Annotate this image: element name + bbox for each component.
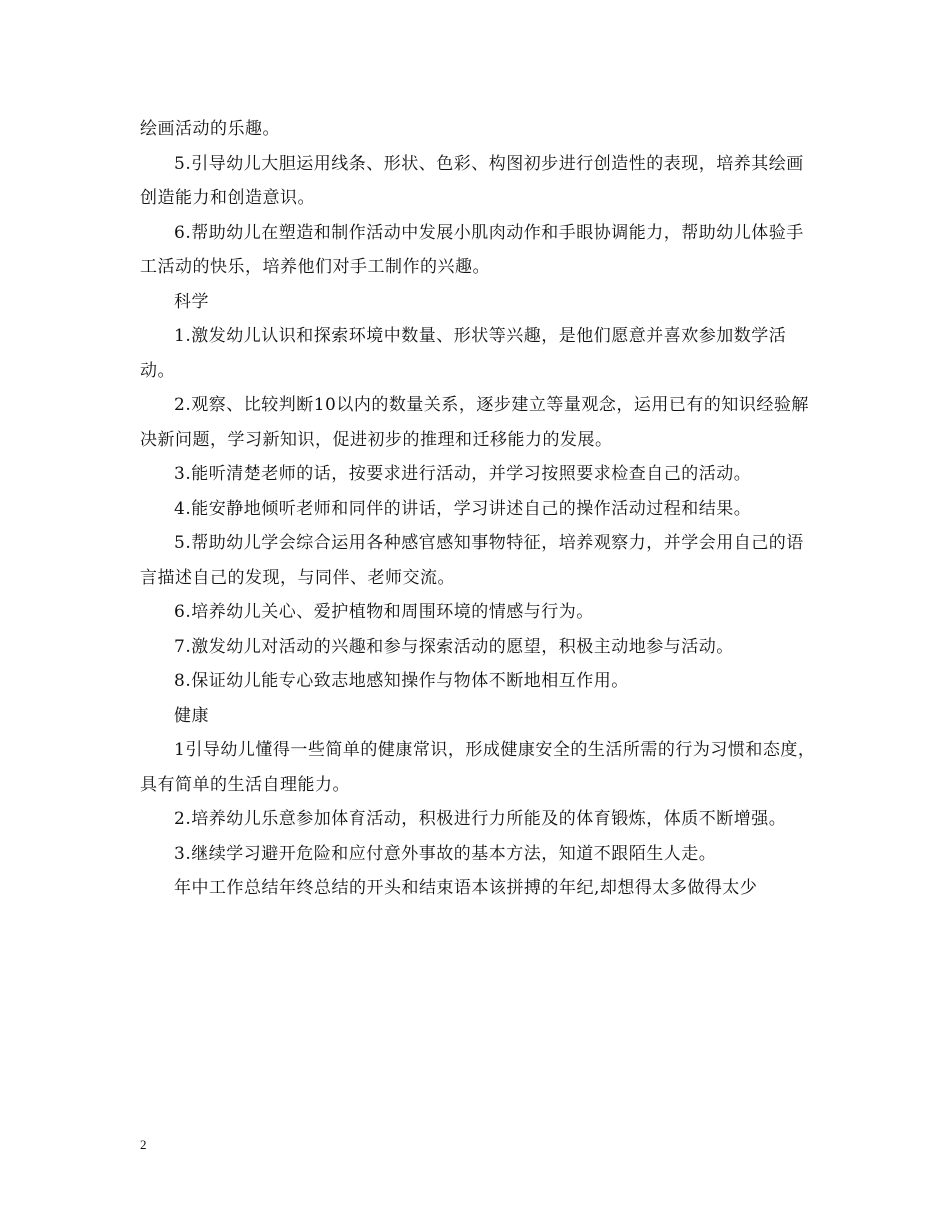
page-number: 2 <box>140 1137 147 1152</box>
paragraph-science-item-7: 7.激发幼儿对活动的兴趣和参与探索活动的愿望，积极主动地参与活动。 <box>174 636 734 657</box>
paragraph-closing-line: 年中工作总结年终总结的开头和结束语本该拼搏的年纪,却想得太多做得太少 <box>174 878 758 898</box>
paragraph-health-item-2: 2.培养幼儿乐意参加体育活动，积极进行力所能及的体育锻炼，体质不断增强。 <box>174 809 787 829</box>
paragraph-science-item-4: 4.能安静地倾听老师和同伴的讲话，学习讲述自己的操作活动过程和结果。 <box>174 498 752 519</box>
paragraph-art-item-6: 6.帮助幼儿在塑造和制作活动中发展小肌肉动作和手眼协调能力，帮助幼儿体验手工活动的快乐，培养他们对手工制作的兴趣。 <box>140 222 804 277</box>
paragraph-health-item-1: 1引导幼儿懂得一些简单的健康常识，形成健康安全的生活所需的行为习惯和态度，具有简单的生活自理能力。 <box>140 740 816 795</box>
section-heading-science: 科学 <box>174 291 209 312</box>
paragraph-science-item-6: 6.培养幼儿关心、爱护植物和周围环境的情感与行为。 <box>174 602 594 622</box>
paragraph-science-item-3: 3.能听清楚老师的话，按要求进行活动，并学习按照要求检查自己的活动。 <box>174 464 752 484</box>
paragraph-science-item-1: 1.激发幼儿认识和探索环境中数量、形状等兴趣，是他们愿意并喜欢参加数学活动。 <box>140 326 787 381</box>
paragraph-science-item-8: 8.保证幼儿能专心致志地感知操作与物体不断地相互作用。 <box>174 671 629 691</box>
section-heading-health: 健康 <box>174 705 209 726</box>
paragraph-continuation: 绘画活动的乐趣。 <box>140 119 280 139</box>
paragraph-art-item-5: 5.引导幼儿大胆运用线条、形状、色彩、构图初步进行创造性的表现，培养其绘画创造能力和创造意识。 <box>140 153 804 208</box>
paragraph-health-item-3: 3.继续学习避开危险和应付意外事故的基本方法，知道不跟陌生人走。 <box>174 843 717 864</box>
paragraph-science-item-5: 5.帮助幼儿学会综合运用各种感官感知事物特征，培养观察力，并学会用自己的语言描述自己的发现，与同伴、老师交流。 <box>140 533 804 588</box>
document-body <box>140 112 820 906</box>
paragraph-science-item-2: 2.观察、比较判断10以内的数量关系，逐步建立等量观念，运用已有的知识经验解决新问题，学习新知识，促进初步的推理和迁移能力的发展。 <box>140 395 809 450</box>
